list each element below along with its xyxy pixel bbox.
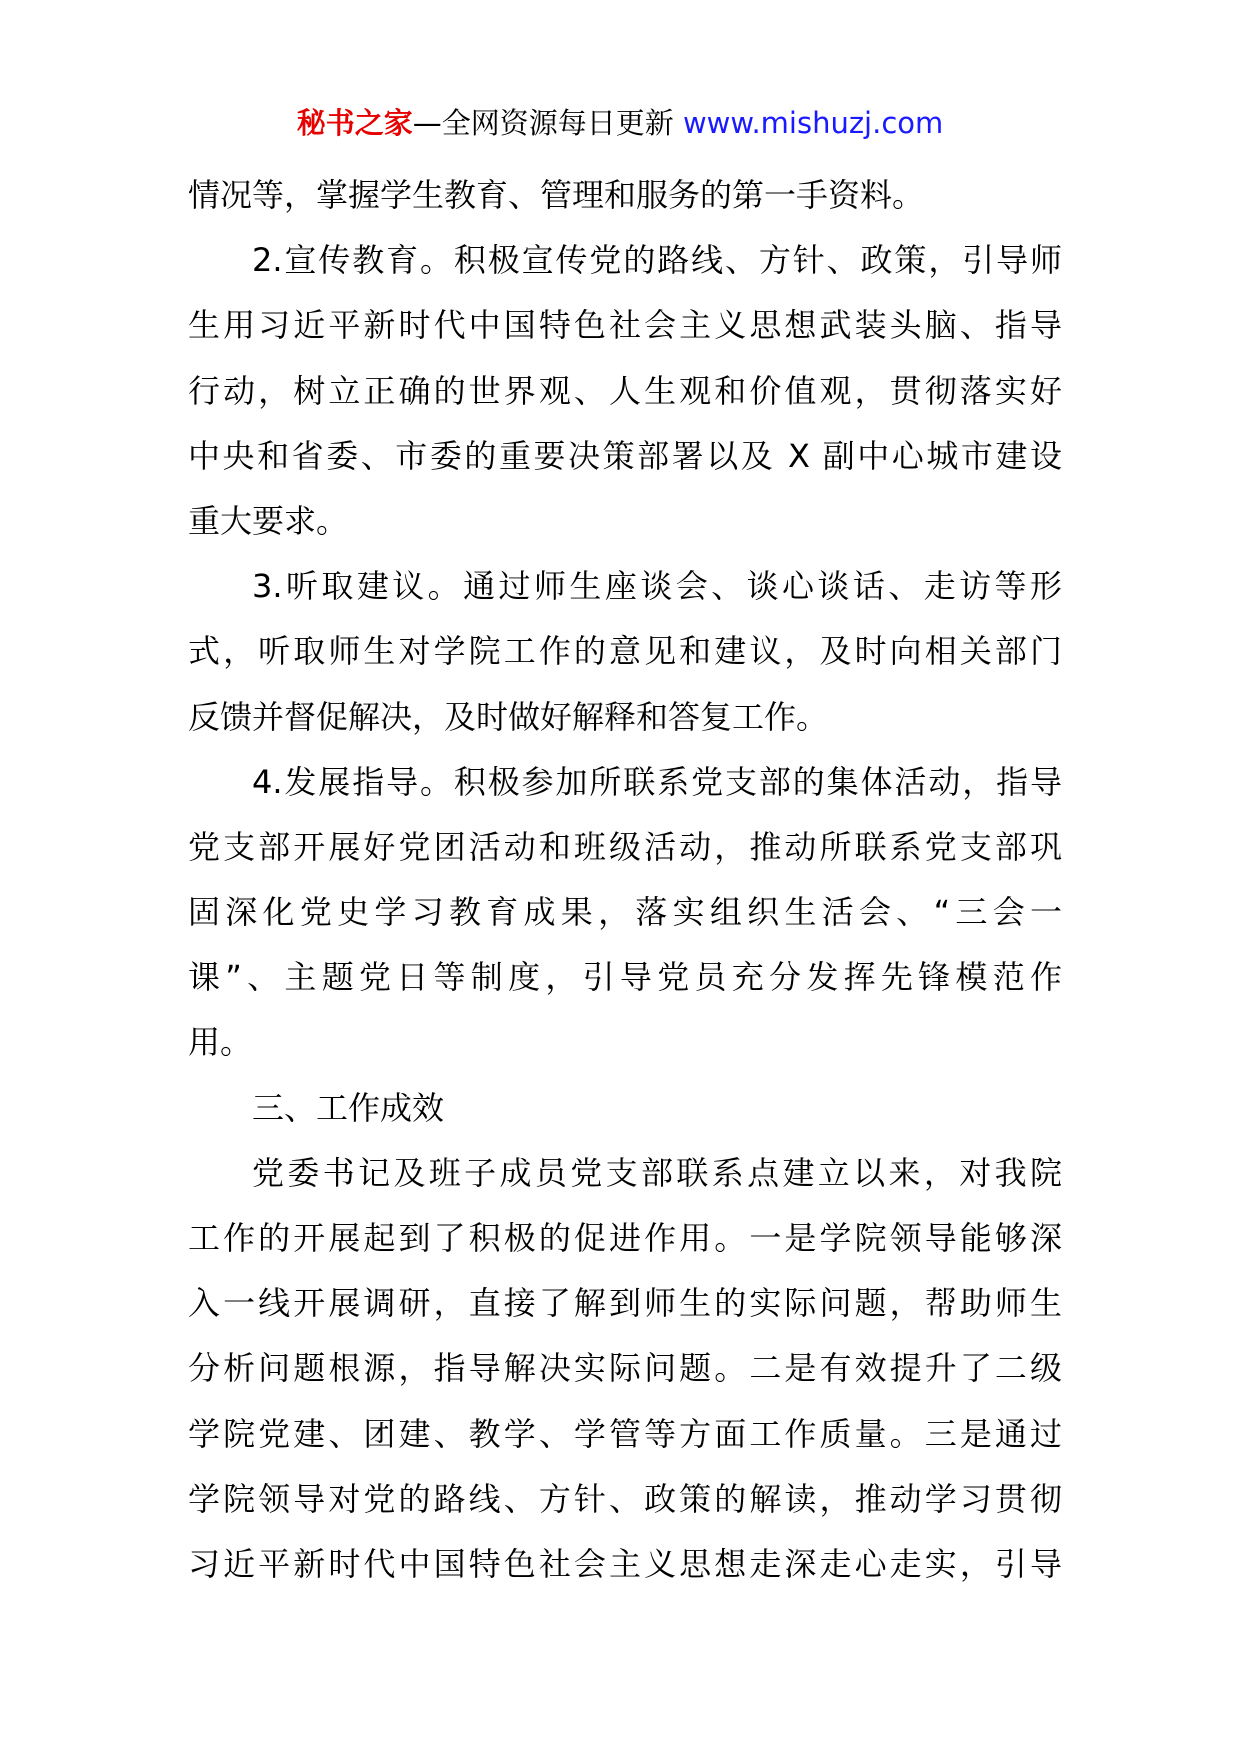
header-tagline: —全网资源每日更新 — [412, 106, 683, 140]
text-line: 2.宣传教育。积极宣传党的路线、方针、政策，引导师 — [252, 241, 1062, 280]
text-line: 情况等，掌握学生教育、管理和服务的第一手资料。 — [188, 176, 925, 214]
text-line: 入一线开展调研，直接了解到师生的实际问题，帮助师生 — [188, 1284, 1062, 1323]
text-line: 党委书记及班子成员党支部联系点建立以来，对我院 — [252, 1153, 1062, 1192]
text-line: 用。 — [188, 1023, 253, 1062]
text-line: 重大要求。 — [188, 501, 349, 540]
text-line: 学院党建、团建、教学、学管等方面工作质量。三是通过 — [188, 1414, 1062, 1453]
text-line: 习近平新时代中国特色社会主义思想走深走心走实，引导 — [188, 1544, 1062, 1583]
text-line: 行动，树立正确的世界观、人生观和价值观，贯彻落实好 — [188, 371, 1062, 410]
text-line: 反馈并督促解决，及时做好解释和答复工作。 — [188, 697, 829, 736]
site-header — [0, 103, 1240, 143]
site-url-link[interactable]: www.mishuzj.com — [682, 106, 944, 140]
brand-name: 秘书之家 — [296, 106, 413, 140]
text-line: 式，听取师生对学院工作的意见和建议，及时向相关部门 — [188, 632, 1062, 671]
text-line: 学院领导对党的路线、方针、政策的解读，推动学习贯彻 — [188, 1479, 1062, 1518]
text-line: 课”、主题党日等制度，引导党员充分发挥先锋模范作 — [188, 958, 1062, 997]
text-line: 党支部开展好党团活动和班级活动，推动所联系党支部巩 — [188, 827, 1062, 866]
text-line: 生用习近平新时代中国特色社会主义思想武装头脑、指导 — [188, 306, 1062, 345]
text-line: 固深化党史学习教育成果，落实组织生活会、“三会一 — [188, 893, 1062, 932]
text-line: 分析问题根源，指导解决实际问题。二是有效提升了二级 — [188, 1349, 1062, 1388]
text-line: 中央和省委、市委的重要决策部署以及 X 副中心城市建设 — [188, 436, 1062, 475]
text-line: 4.发展指导。积极参加所联系党支部的集体活动，指导 — [252, 762, 1062, 801]
document-body — [188, 163, 1062, 1597]
text-line: 工作的开展起到了积极的促进作用。一是学院领导能够深 — [188, 1219, 1062, 1257]
text-line: 3.听取建议。通过师生座谈会、谈心谈话、走访等形 — [252, 567, 1062, 606]
section-heading: 三、工作成效 — [252, 1088, 445, 1127]
